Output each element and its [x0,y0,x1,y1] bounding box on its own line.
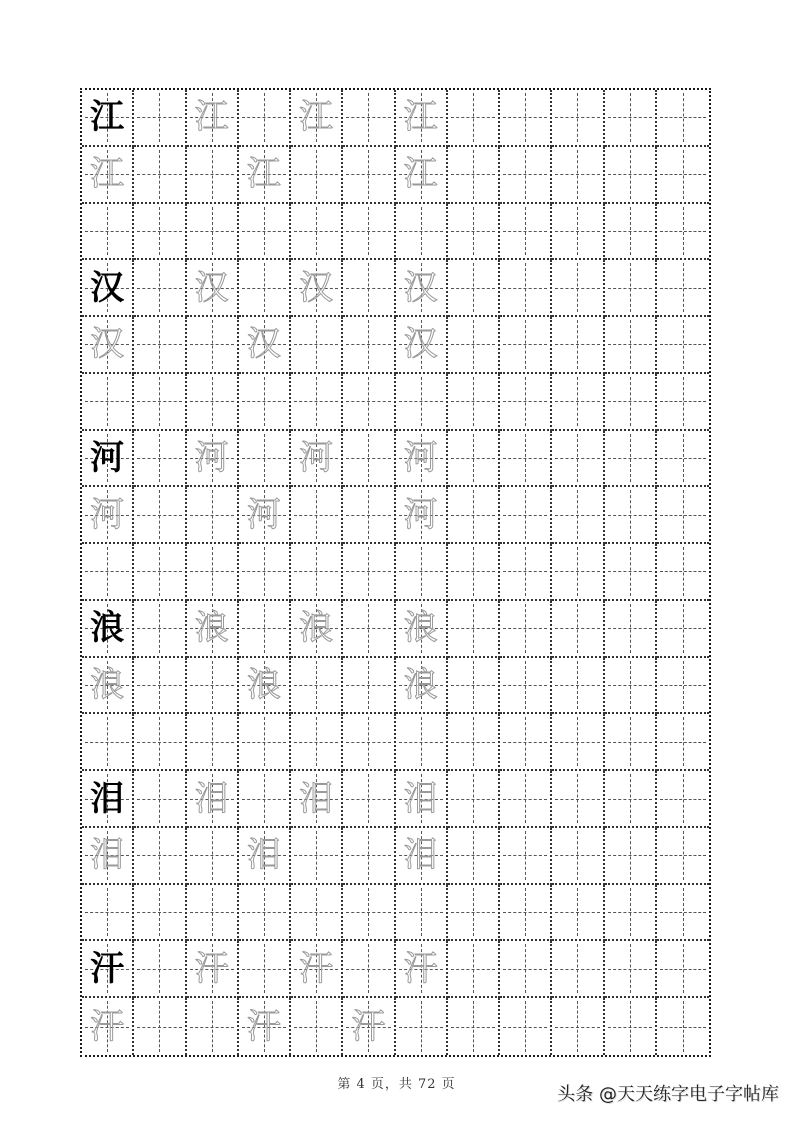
grid-cell [657,658,709,715]
grid-cell [552,941,604,998]
trace-character: 汗 [246,1006,281,1047]
grid-cell [657,941,709,998]
grid-cell [291,658,343,715]
grid-cell [291,431,343,488]
grid-cell [396,204,448,261]
grid-cell [343,374,395,431]
grid-cell [291,544,343,601]
grid-cell [657,204,709,261]
grid-cell [448,601,500,658]
grid-cell [239,487,291,544]
grid-cell [396,431,448,488]
trace-character: 浪 [194,608,229,649]
grid-cell [291,714,343,771]
grid-cell [82,998,134,1055]
grid-cell [291,601,343,658]
grid-cell [448,317,500,374]
grid-cell [448,771,500,828]
trace-character: 泪 [403,778,438,819]
grid-cell [605,147,657,204]
trace-character: 汗 [299,948,334,989]
grid-cell [291,204,343,261]
model-character: 泪 [90,778,125,819]
grid-cell [605,544,657,601]
grid-cell [448,828,500,885]
trace-character: 汉 [299,267,334,308]
grid-cell [291,90,343,147]
grid-cell [500,771,552,828]
grid-cell [552,90,604,147]
grid-cell [134,204,186,261]
grid-cell [187,317,239,374]
grid-cell [448,941,500,998]
grid-cell [239,204,291,261]
grid-cell [500,544,552,601]
grid-cell [343,487,395,544]
grid-cell [239,317,291,374]
grid-cell [396,714,448,771]
grid-cell [343,998,395,1055]
grid-cell [605,941,657,998]
trace-character: 河 [246,494,281,535]
grid-cell [605,771,657,828]
grid-cell [500,204,552,261]
grid-cell [396,260,448,317]
grid-cell [605,998,657,1055]
grid-cell [500,487,552,544]
grid-cell [187,714,239,771]
trace-character: 河 [194,437,229,478]
grid-cell [187,90,239,147]
grid-cell [657,147,709,204]
trace-character: 泪 [194,778,229,819]
grid-cell [605,487,657,544]
grid-cell [187,658,239,715]
grid-cell [552,771,604,828]
grid-cell [657,487,709,544]
grid-cell [448,658,500,715]
grid-cell [134,714,186,771]
grid-cell [134,374,186,431]
trace-character: 泪 [299,778,334,819]
grid-cell [448,544,500,601]
grid-cell [134,260,186,317]
grid-cell [605,374,657,431]
grid-cell [396,658,448,715]
grid-cell [343,658,395,715]
grid-cell [448,204,500,261]
trace-character: 汉 [403,267,438,308]
grid-cell [134,828,186,885]
grid-cell [396,147,448,204]
trace-character: 汉 [90,324,125,365]
grid-cell [343,544,395,601]
grid-cell [552,204,604,261]
grid-cell [552,431,604,488]
grid-cell [187,601,239,658]
grid-cell [82,658,134,715]
trace-character: 江 [194,97,229,138]
trace-character: 泪 [246,835,281,876]
grid-cell [657,317,709,374]
grid-cell [500,374,552,431]
trace-character: 江 [403,97,438,138]
grid-cell [605,601,657,658]
grid-cell [239,374,291,431]
grid-cell [239,998,291,1055]
grid-cell [552,317,604,374]
grid-cell [82,487,134,544]
grid-cell [448,90,500,147]
trace-character: 河 [299,437,334,478]
grid-cell [657,714,709,771]
grid-cell [291,828,343,885]
trace-character: 泪 [403,835,438,876]
grid-cell [605,714,657,771]
grid-cell [552,487,604,544]
grid-cell [291,147,343,204]
grid-cell [552,658,604,715]
grid-cell [343,204,395,261]
grid-cell [448,431,500,488]
grid-cell [448,260,500,317]
grid-cell [187,260,239,317]
grid-cell [239,714,291,771]
grid-cell [657,260,709,317]
grid-cell [291,487,343,544]
grid-cell [657,601,709,658]
grid-cell [500,885,552,942]
grid-cell [239,260,291,317]
grid-cell [291,998,343,1055]
grid-cell [605,260,657,317]
grid-cell [343,147,395,204]
grid-cell [82,260,134,317]
grid-cell [343,885,395,942]
watermark: 头条 @天天练字电子字帖库 [557,1084,779,1105]
grid-cell [187,885,239,942]
grid-cell [657,544,709,601]
grid-cell [500,147,552,204]
grid-cell [448,714,500,771]
grid-cell [82,941,134,998]
practice-grid [80,88,711,1057]
grid-cell [82,431,134,488]
trace-character: 浪 [299,608,334,649]
trace-character: 江 [246,154,281,195]
trace-character: 浪 [403,665,438,706]
grid-cell [82,828,134,885]
trace-character: 浪 [246,665,281,706]
grid-cell [82,147,134,204]
grid-cell [396,317,448,374]
trace-character: 汗 [194,948,229,989]
grid-cell [187,147,239,204]
grid-cell [552,374,604,431]
grid-cell [605,90,657,147]
grid-cell [291,885,343,942]
grid-cell [82,601,134,658]
trace-character: 浪 [403,608,438,649]
grid-cell [396,90,448,147]
grid-cell [134,998,186,1055]
trace-character: 汉 [403,324,438,365]
grid-cell [500,941,552,998]
grid-cell [239,601,291,658]
grid-cell [239,544,291,601]
grid-cell [187,941,239,998]
grid-cell [396,771,448,828]
grid-cell [448,998,500,1055]
grid-cell [605,885,657,942]
page-number: 第 4 页，共 72 页 [337,1077,456,1092]
trace-character: 汉 [246,324,281,365]
grid-cell [239,828,291,885]
grid-cell [552,544,604,601]
grid-cell [605,828,657,885]
grid-cell [552,601,604,658]
grid-cell [500,260,552,317]
grid-cell [239,90,291,147]
grid-cell [187,204,239,261]
grid-cell [82,771,134,828]
grid-cell [187,431,239,488]
grid-cell [605,431,657,488]
trace-character: 浪 [90,665,125,706]
model-character: 汉 [90,267,125,308]
trace-character: 汗 [403,948,438,989]
grid-cell [552,714,604,771]
grid-cell [396,544,448,601]
grid-cell [605,204,657,261]
grid-cell [500,431,552,488]
grid-cell [500,658,552,715]
grid-cell [396,941,448,998]
grid-cell [239,885,291,942]
grid-cell [657,885,709,942]
grid-cell [187,544,239,601]
grid-cell [552,885,604,942]
grid-cell [657,771,709,828]
grid-cell [396,374,448,431]
grid-cell [82,90,134,147]
grid-cell [448,487,500,544]
grid-cell [291,317,343,374]
grid-cell [291,374,343,431]
grid-cell [500,90,552,147]
grid-cell [605,317,657,374]
grid-cell [239,941,291,998]
grid-cell [500,714,552,771]
grid-cell [291,260,343,317]
grid-cell [657,90,709,147]
grid-cell [82,317,134,374]
grid-cell [396,998,448,1055]
grid-cell [239,431,291,488]
grid-cell [187,487,239,544]
trace-character: 河 [403,437,438,478]
grid-cell [396,601,448,658]
grid-cell [291,771,343,828]
grid-cell [500,601,552,658]
grid-cell [343,828,395,885]
model-character: 浪 [90,608,125,649]
grid-cell [657,374,709,431]
grid-cell [134,601,186,658]
grid-cell [552,828,604,885]
grid-cell [657,998,709,1055]
grid-cell [343,90,395,147]
grid-cell [343,260,395,317]
trace-character: 汗 [351,1006,386,1047]
trace-character: 河 [403,494,438,535]
grid-cell [82,885,134,942]
grid-cell [187,374,239,431]
grid-cell [343,431,395,488]
trace-character: 河 [90,494,125,535]
trace-character: 江 [403,154,438,195]
grid-cell [552,147,604,204]
grid-cell [82,544,134,601]
grid-cell [605,658,657,715]
grid-cell [552,998,604,1055]
grid-cell [343,714,395,771]
grid-cell [343,601,395,658]
grid-cell [134,658,186,715]
grid-cell [396,828,448,885]
grid-cell [500,828,552,885]
grid-cell [134,431,186,488]
grid-cell [396,885,448,942]
grid-cell [291,941,343,998]
grid-cell [448,147,500,204]
grid-cell [343,317,395,374]
grid-cell [448,885,500,942]
grid-cell [187,828,239,885]
trace-character: 江 [299,97,334,138]
grid-cell [134,90,186,147]
grid-cell [82,714,134,771]
grid-cell [134,941,186,998]
grid-cell [657,431,709,488]
grid-cell [187,998,239,1055]
grid-cell [187,771,239,828]
grid-cell [134,147,186,204]
model-character: 河 [90,437,125,478]
grid-cell [134,487,186,544]
grid-cell [552,260,604,317]
grid-cell [134,317,186,374]
trace-character: 江 [90,154,125,195]
grid-cell [343,941,395,998]
grid-cell [82,204,134,261]
grid-cell [343,771,395,828]
grid-cell [500,998,552,1055]
grid-cell [448,374,500,431]
trace-character: 汉 [194,267,229,308]
grid-cell [82,374,134,431]
grid-cell [134,885,186,942]
trace-character: 汗 [90,1006,125,1047]
model-character: 汗 [90,948,125,989]
trace-character: 泪 [90,835,125,876]
grid-cell [134,771,186,828]
grid-cell [657,828,709,885]
grid-cell [239,771,291,828]
grid-cell [134,544,186,601]
grid-cell [396,487,448,544]
grid-cell [239,658,291,715]
model-character: 江 [90,97,125,138]
grid-cell [239,147,291,204]
grid-cell [500,317,552,374]
